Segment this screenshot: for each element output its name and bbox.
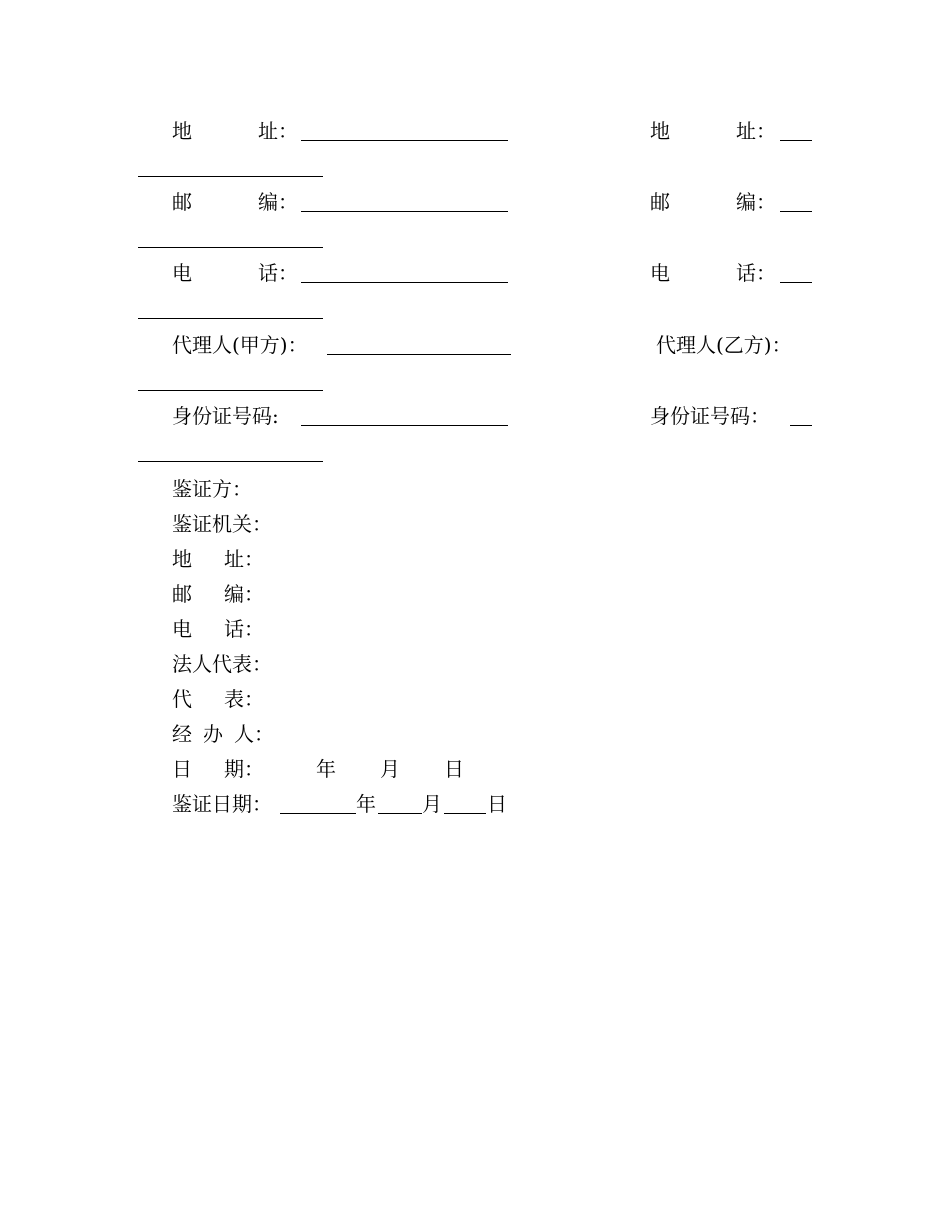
notary-year-unit: 年 xyxy=(356,792,376,816)
notary-postcode-label: 邮 编： xyxy=(172,582,264,606)
party-b-agent-blank[interactable] xyxy=(138,390,323,391)
party-a-address-label: 地 址： xyxy=(172,119,298,143)
party-b-address-label: 地 址： xyxy=(650,119,776,143)
party-b-address-blank[interactable] xyxy=(780,140,812,141)
party-b-phone-label: 电 话： xyxy=(650,261,776,285)
notary-phone-label: 电 话： xyxy=(172,617,264,641)
date-month-unit: 月 xyxy=(380,757,400,781)
notary-month-blank[interactable] xyxy=(378,813,422,814)
date-year-unit: 年 xyxy=(316,757,336,781)
party-a-id-blank[interactable] xyxy=(301,425,508,426)
party-b-agent-label: 代理人(乙方)： xyxy=(656,333,792,357)
party-b-address-blank-continued[interactable] xyxy=(138,176,323,177)
notary-date-row: 日 期： 年 月 日 xyxy=(172,757,464,781)
party-b-id-blank[interactable] xyxy=(790,425,812,426)
notary-party-label: 鉴证方： xyxy=(172,477,252,501)
notary-authority-label: 鉴证机关： xyxy=(172,512,272,536)
party-a-postcode-label: 邮 编： xyxy=(172,190,298,214)
party-b-postcode-blank[interactable] xyxy=(780,211,812,212)
notary-legal-rep-label: 法人代表： xyxy=(172,652,272,676)
notary-month-unit: 月 xyxy=(422,792,442,816)
party-b-phone-blank[interactable] xyxy=(780,282,812,283)
notary-date-label: 鉴证日期： xyxy=(172,792,272,816)
notary-day-blank[interactable] xyxy=(444,813,486,814)
date-day-unit: 日 xyxy=(444,757,464,781)
party-b-phone-blank-continued[interactable] xyxy=(138,318,323,319)
party-b-id-label: 身份证号码： xyxy=(650,404,770,428)
notary-year-blank[interactable] xyxy=(280,813,356,814)
party-b-postcode-label: 邮 编： xyxy=(650,190,776,214)
party-b-id-blank-continued[interactable] xyxy=(138,461,323,462)
party-a-id-label: 身份证号码: xyxy=(172,404,279,428)
party-a-address-blank[interactable] xyxy=(301,140,508,141)
notary-rep-label: 代 表： xyxy=(172,687,264,711)
party-a-agent-blank[interactable] xyxy=(327,354,511,355)
notary-handler-label: 经 办 人： xyxy=(172,722,274,746)
party-a-agent-label: 代理人(甲方)： xyxy=(172,333,308,357)
party-a-postcode-blank[interactable] xyxy=(301,211,508,212)
notary-address-label: 地 址： xyxy=(172,547,264,571)
notary-day-unit: 日 xyxy=(487,792,507,816)
party-b-postcode-blank-continued[interactable] xyxy=(138,247,323,248)
party-a-phone-blank[interactable] xyxy=(301,282,508,283)
party-a-phone-label: 电 话： xyxy=(172,261,298,285)
